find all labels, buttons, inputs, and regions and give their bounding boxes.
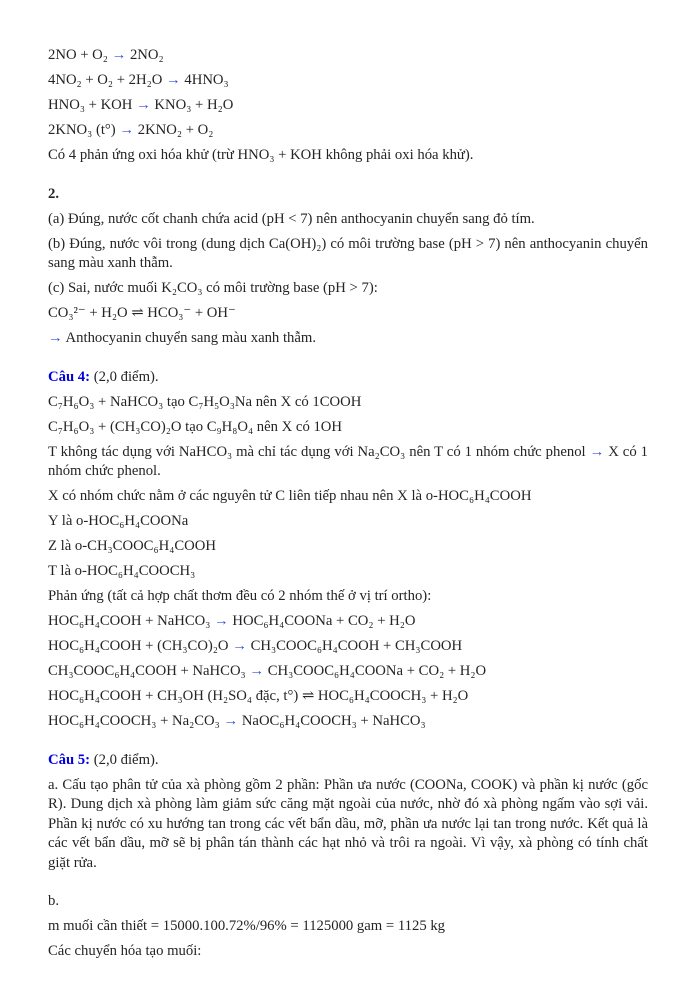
- paragraph-text: Y là o-HOC₆H₄COONa: [48, 513, 189, 529]
- paragraph: [48, 892, 648, 912]
- paragraph-text: T không tác dụng với NaHCO₃ mà chỉ tác dụng với Na₂CO₃ nên T có 1 nhóm chức phenol → X có 1 nhóm chức phenol.: [48, 443, 648, 479]
- paragraph-text: HOC₆H₄COOCH₃ + Na₂CO₃ → NaOC₆H₄COOCH₃ + NaHCO₃: [48, 713, 426, 729]
- paragraph-text: → Anthocyanin chuyển sang màu xanh thẫm.: [48, 330, 316, 346]
- paragraph-text: Z là o-CH₃COOC₆H₄COOH: [48, 538, 216, 554]
- paragraph: [48, 512, 648, 532]
- paragraph-text: (c) Sai, nước muối K₂CO₃ có môi trường base (pH > 7):: [48, 280, 378, 296]
- paragraph-text: 4NO₂ + O₂ + 2H₂O → 4HNO₃: [48, 72, 229, 88]
- paragraph-text: (b) Đúng, nước vôi trong (dung dịch Ca(OH)₂) có môi trường base (pH > 7) nên anthocyanin chuyển sang màu xanh thẫm.: [48, 235, 648, 271]
- paragraph: [48, 487, 648, 507]
- paragraph-text: C₇H₆O₃ + NaHCO₃ tạo C₇H₅O₃Na nên X có 1COOH: [48, 393, 362, 410]
- paragraph-text: b.: [48, 893, 60, 909]
- paragraph: [48, 71, 648, 91]
- paragraph: [48, 537, 648, 557]
- paragraph-text: HOC₆H₄COOH + (CH₃CO)₂O → CH₃COOC₆H₄COOH + CH₃COOH: [48, 638, 463, 654]
- paragraph-text: Có 4 phản ứng oxi hóa khử (trừ HNO₃ + KOH không phải oxi hóa khử).: [48, 147, 474, 163]
- paragraph: [48, 46, 648, 66]
- reaction-arrow: →: [589, 443, 605, 460]
- paragraph-text: Các chuyển hóa tạo muối:: [48, 943, 202, 959]
- reaction-arrow: →: [136, 97, 151, 113]
- paragraph: [48, 210, 648, 230]
- paragraph-text: a. Cấu tạo phân tử của xà phòng gồm 2 phần: Phần ưa nước (COONa, COOK) và phần kị nước (gốc R). Dung dịch xà phòng làm giảm sức căng mặt ngoài của nước, nhờ đó xà phòng ngấm vào sợi vải. Phần kị nước có xu hướng tan trong các vết bẩn dầu, mỡ, phần ưa nước lại tan trong nước. Kết quả là các vết bẩn dầu, mỡ sẽ bị phân tán thành các hạt nhỏ và trôi ra ngoài. Vì vậy, xà phòng có tính chất giặt rửa.: [48, 776, 648, 871]
- reaction-arrow: →: [223, 713, 239, 729]
- paragraph-text: 2NO + O₂ → 2NO₂: [48, 47, 164, 63]
- paragraph: [48, 687, 648, 707]
- paragraph-text: HOC₆H₄COOH + CH₃OH (H₂SO₄ đặc, t°) ⇌ HOC₆H₄COOCH₃ + H₂O: [48, 688, 469, 704]
- question-label: Câu 4:: [48, 368, 91, 385]
- paragraph: [48, 121, 648, 141]
- paragraph: [48, 562, 648, 582]
- paragraph-text: T là o-HOC₆H₄COOCH₃: [48, 563, 196, 579]
- paragraph-text: m muối cần thiết = 15000.100.72%/96% = 1125000 gam = 1125 kg: [48, 918, 446, 934]
- paragraph-text: (2,0 điểm).: [93, 368, 159, 385]
- section-heading: [48, 751, 648, 771]
- paragraph-text: (a) Đúng, nước cốt chanh chứa acid (pH < 7) nên anthocyanin chuyển sang đỏ tím.: [48, 210, 535, 227]
- reaction-arrow: →: [214, 613, 229, 629]
- paragraph: [48, 612, 648, 632]
- paragraph: [48, 712, 648, 732]
- section-heading: [48, 368, 648, 388]
- paragraph: [48, 917, 648, 937]
- paragraph-text: C₇H₆O₃ + (CH₃CO)₂O tạo C₉H₈O₄ nên X có 1OH: [48, 418, 343, 435]
- paragraph-text: CH₃COOC₆H₄COOH + NaHCO₃ → CH₃COOC₆H₄COONa + CO₂ + H₂O: [48, 663, 487, 679]
- paragraph: [48, 776, 648, 874]
- paragraph: [48, 942, 648, 962]
- paragraph: [48, 279, 648, 299]
- paragraph: [48, 637, 648, 657]
- question-label: Câu 5:: [48, 751, 91, 768]
- reaction-arrow: →: [48, 330, 63, 346]
- paragraph-text: HOC₆H₄COOH + NaHCO₃ → HOC₆H₄COONa + CO₂ + H₂O: [48, 613, 416, 629]
- paragraph-text: HNO₃ + KOH → KNO₃ + H₂O: [48, 97, 234, 113]
- paragraph: [48, 393, 648, 413]
- paragraph-text: X có nhóm chức nằm ở các nguyên tử C liên tiếp nhau nên X là o-HOC₆H₄COOH: [48, 488, 532, 504]
- paragraph: [48, 587, 648, 607]
- reaction-arrow: →: [111, 47, 127, 63]
- paragraph: [48, 329, 648, 349]
- paragraph-text: 2.: [48, 185, 60, 202]
- document-content: [48, 46, 648, 967]
- reaction-arrow: →: [119, 122, 135, 138]
- paragraph: [48, 235, 648, 274]
- section-number: [48, 185, 648, 205]
- reaction-arrow: →: [166, 72, 181, 88]
- paragraph: [48, 662, 648, 682]
- reaction-arrow: →: [249, 663, 265, 679]
- paragraph: [48, 96, 648, 116]
- paragraph: [48, 304, 648, 324]
- paragraph-text: CO₃²⁻ + H₂O ⇌ HCO₃⁻ + OH⁻: [48, 305, 236, 321]
- paragraph: [48, 146, 648, 166]
- reaction-arrow: →: [232, 638, 247, 654]
- paragraph-text: Phản ứng (tất cả hợp chất thơm đều có 2 nhóm thế ở vị trí ortho):: [48, 588, 432, 604]
- paragraph-text: 2KNO₃ (t°) → 2KNO₂ + O₂: [48, 122, 214, 138]
- paragraph-text: (2,0 điểm).: [93, 751, 159, 768]
- paragraph: [48, 443, 648, 482]
- paragraph: [48, 418, 648, 438]
